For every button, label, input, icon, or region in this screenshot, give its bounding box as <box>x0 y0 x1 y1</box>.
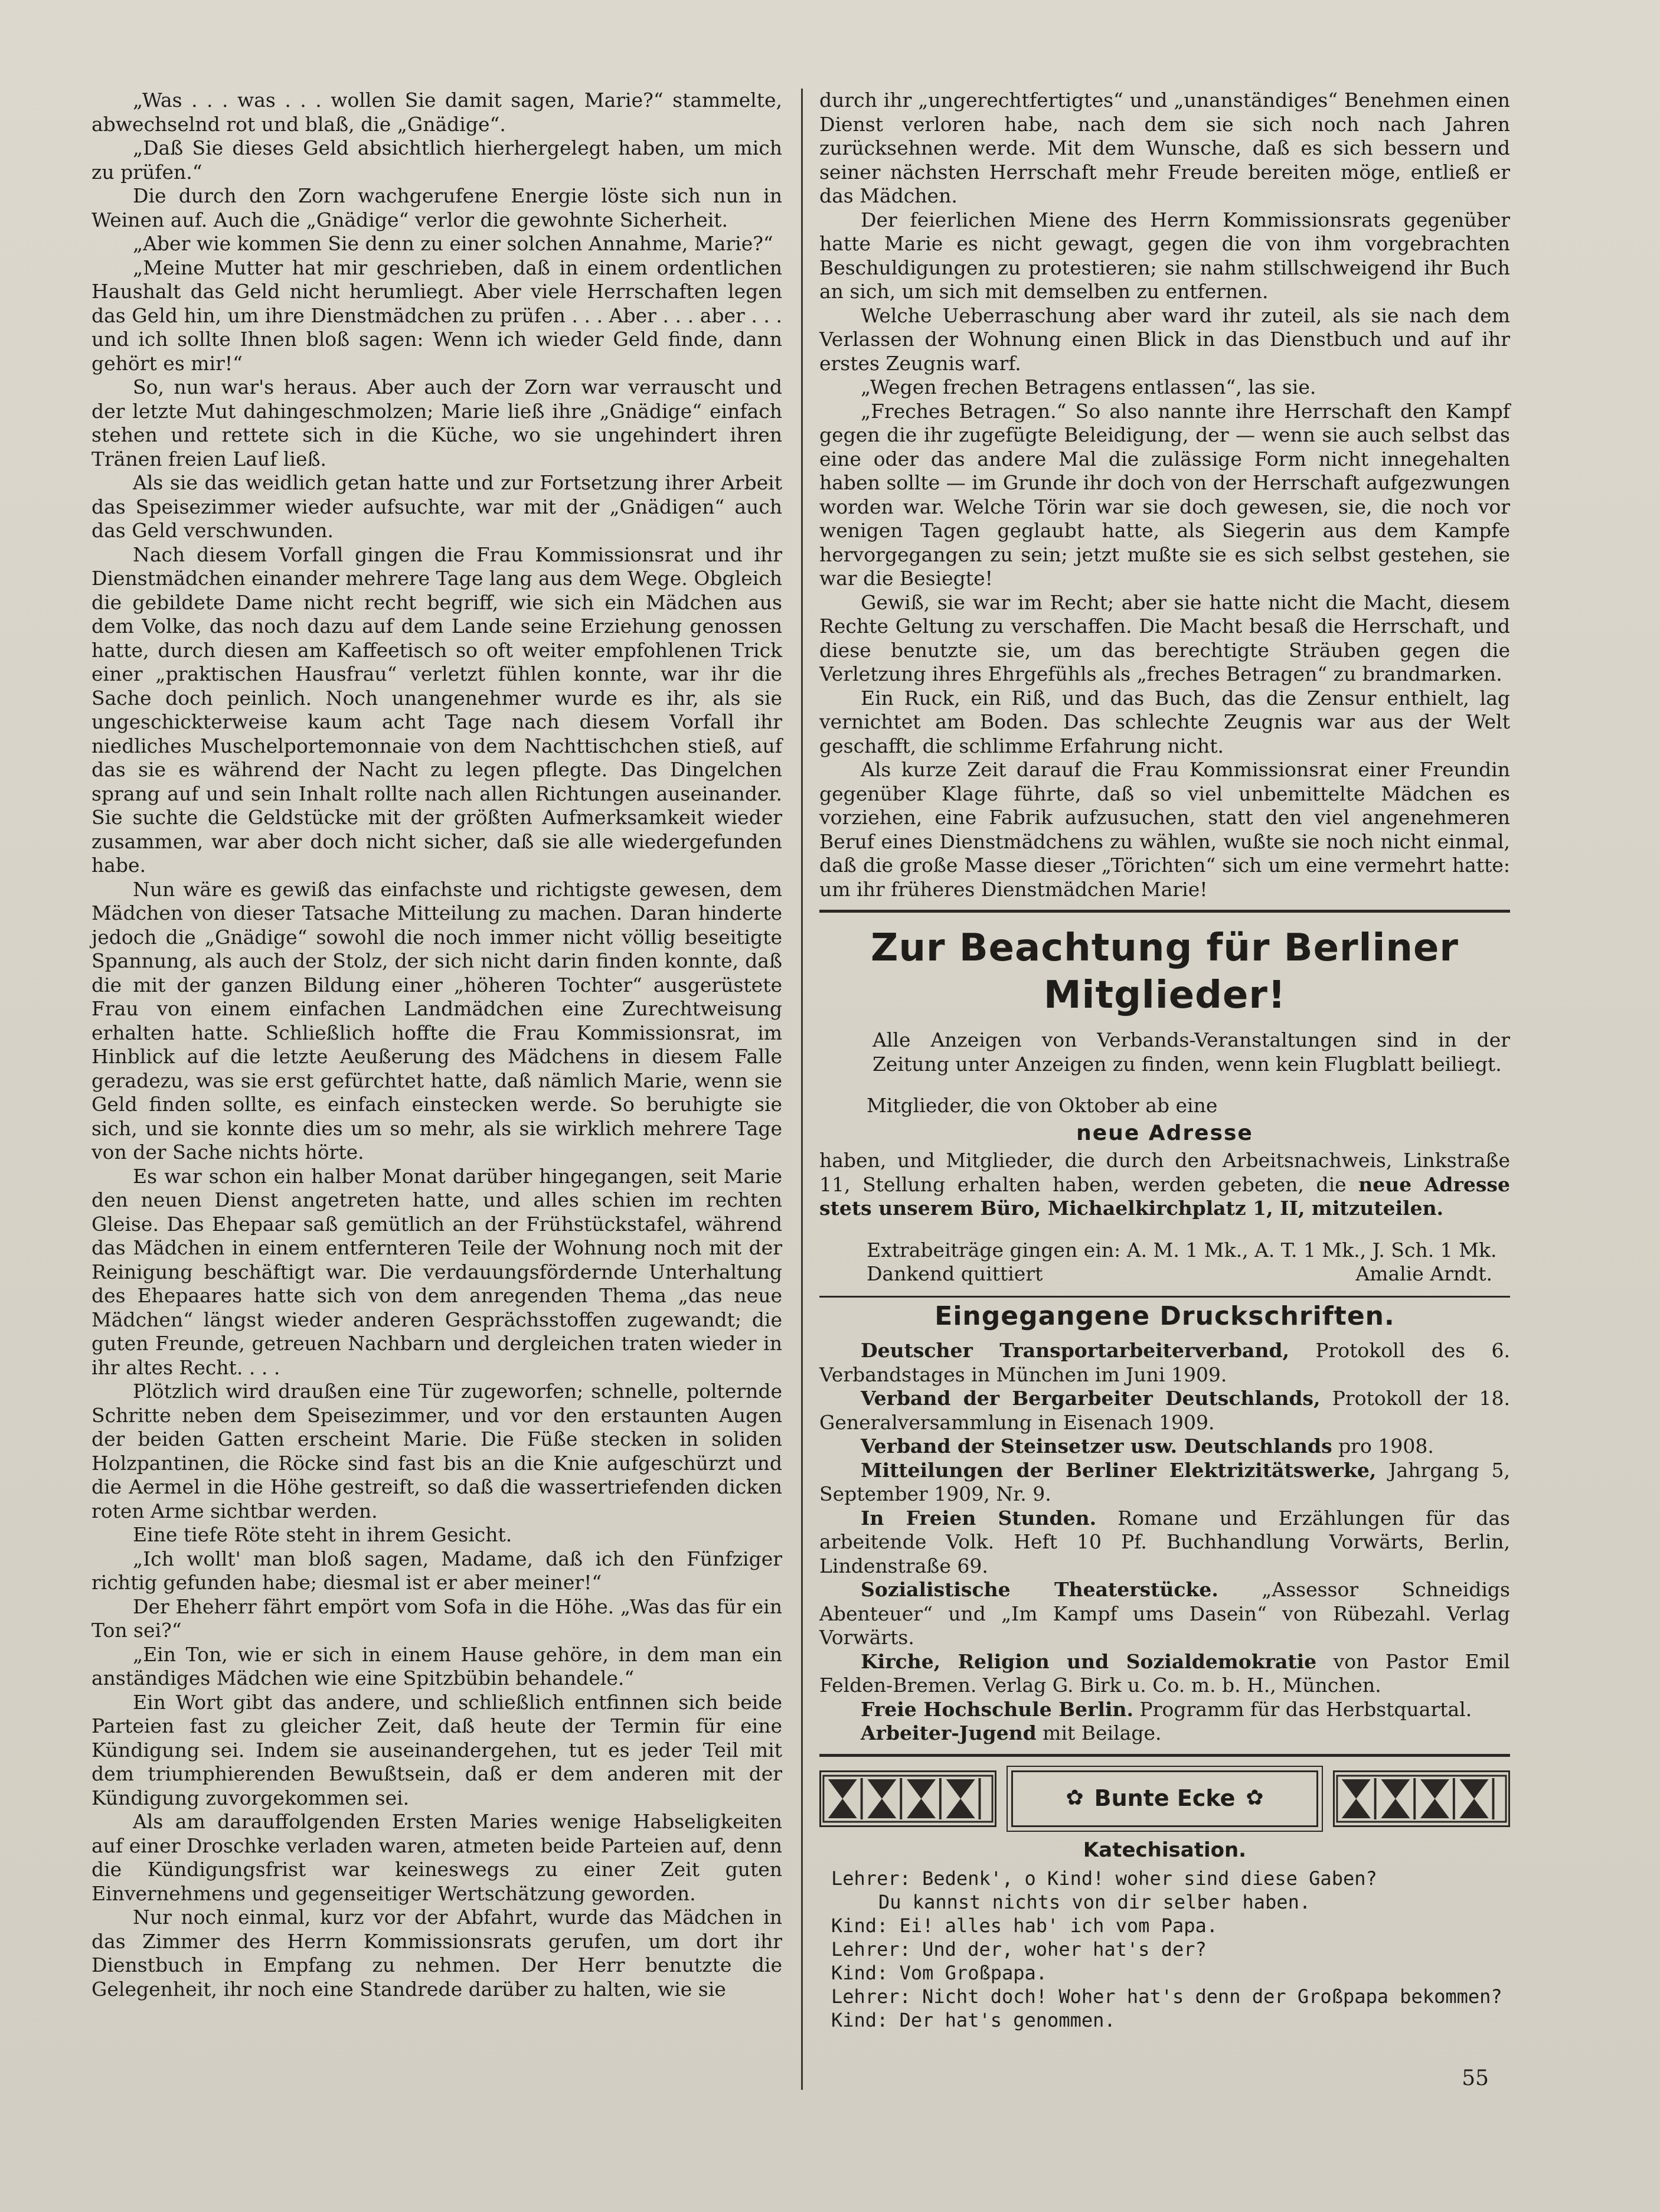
paragraph: durch ihr „ungerechtfertigtes“ und „unanständiges“ Benehmen einen Dienst verloren habe, nach dem sie sich noch nach Jahren zurücksehnen werde. Mit dem Wunsche, daß es sich bessern und seiner nächsten Herrschaft mehr Freude bereiten möge, entließ er das Mädchen. <box>819 89 1510 207</box>
right-column <box>819 89 1510 2032</box>
paragraph: „Daß Sie dieses Geld absichtlich hierhergelegt haben, um mich zu prüfen.“ <box>92 136 782 184</box>
paragraph: Es war schon ein halber Monat darüber hingegangen, seit Marie den neuen Dienst angetreten hatte, und alles schien im rechten Gleise. Das Ehepaar saß gemütlich an der Frühstückstafel, während das Mädchen in einem entfernteren Teile der Wohnung noch mit der Reinigung beschäftigt war. Die verdauungsfördernde Unterhaltung des Ehepaares hatte sich von dem anregenden Thema „das neue Mädchen“ längst wieder anderen Gesprächsstoffen zugewandt; die guten Freunde, getreuen Nachbarn und dergleichen traten wieder in ihr altes Recht. . . . <box>92 1164 782 1379</box>
notice-line: Mitglieder, die von Oktober ab eine <box>867 1094 1218 1117</box>
dialog-line: Kind: Der hat's genommen. <box>831 2009 1116 2031</box>
notice-body <box>819 1149 1510 1221</box>
paragraph: Der Eheherr fährt empört vom Sofa in die Höhe. „Was das für ein Ton sei?“ <box>92 1595 782 1642</box>
item-detail: pro 1908. <box>1332 1435 1434 1458</box>
paragraph: Welche Ueberraschung aber ward ihr zuteil, als sie nach dem Verlassen der Wohnung einen Blick in das Dienstbuch und auf ihr erstes Zeugnis warf. <box>819 303 1510 375</box>
item-name: Deutscher Transportarbeiterverband, <box>861 1339 1289 1362</box>
receipt-label: Dankend quittiert <box>867 1262 1043 1285</box>
dialog-line: Du kannst nichts von dir selber haben. <box>878 1891 1311 1913</box>
section-rule <box>819 910 1510 913</box>
notice-body-bold: neue Adresse stets unserem Büro, Michaelkirchplatz 1, II, mitzuteilen. <box>819 1172 1510 1220</box>
ornament-pattern-icon <box>821 1772 995 1825</box>
paragraph: „Ich wollt' man bloß sagen, Madame, daß ich den Fünfziger richtig gefunden habe; diesmal ist er aber meiner!“ <box>92 1547 782 1594</box>
paragraph: „Freches Betragen.“ So also nannte ihre Herrschaft den Kampf gegen die ihr zugefügte Beleidigung, der — wenn sie auch selbst das eine oder das andere Mal die zulässige Form nicht innegehalten haben sollte — im Grunde ihr doch von der Herrschaft aufgezwungen worden war. Welche Törin war sie doch gewesen, sie, die noch vor wenigen Tagen geglaubt hatte, als Siegerin aus dem Kampfe hervorgegangen zu sein; jetzt mußte sie es sich selbst gestehen, sie war die Besiegte! <box>819 399 1510 590</box>
item-detail: mit Beilage. <box>1036 1721 1162 1744</box>
item-detail: Romane und Erzählungen für das arbeitende Volk. Heft 10 Pf. Buchhandlung Vorwärts, Berlin, Lindenstraße 69. <box>819 1506 1510 1577</box>
item-detail: Programm für das Herbstquartal. <box>1133 1697 1472 1721</box>
list-item <box>819 1721 1510 1746</box>
bunte-ecke-box <box>1011 1770 1318 1827</box>
item-detail: Protokoll der 18. Generalversammlung in Eisenach 1909. <box>819 1387 1510 1434</box>
item-name: Freie Hochschule Berlin. <box>861 1697 1134 1721</box>
paragraph: Ein Ruck, ein Riß, und das Buch, das die Zensur enthielt, lag vernichtet am Boden. Das schlechte Zeugnis war aus der Welt geschafft, die schlimme Erfahrung nicht. <box>819 686 1510 757</box>
item-name: Verband der Steinsetzer usw. Deutschlands <box>861 1435 1332 1458</box>
paragraph: Die durch den Zorn wachgerufene Energie löste sich nun in Weinen auf. Auch die „Gnädige“ verlor die gewohnte Sicherheit. <box>92 184 782 231</box>
paragraph: Plötzlich wird draußen eine Tür zugeworfen; schnelle, polternde Schritte neben dem Speisezimmer, und vor den erstaunten Augen der beiden Gatten erscheint Marie. Die Füße stecken in soliden Holzpantinen, die Röcke sind fast bis an die Knie aufgeschürzt und die Aermel in die Höhe gestreift, so daß die wassertriefenden dicken roten Arme sichtbar werden. <box>92 1380 782 1522</box>
paragraph: Als am darauffolgenden Ersten Maries wenige Habseligkeiten auf einer Droschke verladen waren, atmeten beide Parteien auf, denn die Kündigungsfrist war keineswegs zu einer Zeit guten Einvernehmens und gegenseitiger Wertschätzung geworden. <box>92 1810 782 1905</box>
dialog-line: Lehrer: Bedenk', o Kind! woher sind diese Gaben? <box>831 1867 1377 1890</box>
item-detail: von Pastor Emil Felden-Bremen. Verlag G. Birk u. Co. m. b. H., München. <box>819 1649 1510 1697</box>
katechisation-title: Katechisation. <box>1083 1838 1247 1862</box>
list-item <box>819 1339 1510 1387</box>
item-detail: Jahrgang 5, September 1909, Nr. 9. <box>819 1458 1510 1505</box>
list-item <box>819 1435 1510 1459</box>
dialog-line: Kind: Vom Großpapa. <box>831 1962 1048 1984</box>
section-rule <box>819 1754 1510 1757</box>
section-rule <box>819 1296 1510 1298</box>
signature: Amalie Arndt. <box>1355 1262 1492 1285</box>
item-name: Arbeiter-Jugend <box>861 1721 1037 1744</box>
ornament-right <box>1333 1770 1510 1827</box>
paragraph: „Aber wie kommen Sie denn zu einer solchen Annahme, Marie?“ <box>133 232 773 255</box>
paragraph: Als sie das weidlich getan hatte und zur Fortsetzung ihrer Arbeit das Speisezimmer wieder aufsuchte, war mit der „Gnädigen“ auch das Geld verschwunden. <box>92 471 782 542</box>
flower-icon: ✿ <box>1066 1786 1084 1811</box>
item-name: Sozialistische Theaterstücke. <box>861 1578 1218 1601</box>
paragraph: Eine tiefe Röte steht in ihrem Gesicht. <box>133 1523 512 1546</box>
item-detail: Protokoll des 6. Verbandstages in München im Juni 1909. <box>819 1339 1510 1386</box>
paragraph: „Wegen frechen Betragens entlassen“, las sie. <box>861 375 1316 398</box>
notice-title: Zur Beachtung für Berliner Mitglieder! <box>871 926 1459 1017</box>
dialog-line: Lehrer: Und der, woher hat's der? <box>831 1938 1207 1961</box>
new-address-heading: neue Adresse <box>1076 1120 1253 1145</box>
paragraph: „Ein Ton, wie er sich in einem Hause gehöre, in dem man ein anständiges Mädchen wie eine Spitzbübin behandele.“ <box>92 1642 782 1690</box>
item-name: In Freien Stunden. <box>861 1506 1097 1530</box>
paragraph: „Was . . . was . . . wollen Sie damit sagen, Marie?“ stammelte, abwechselnd rot und blaß, die „Gnädige“. <box>92 89 782 136</box>
paragraph: Nach diesem Vorfall gingen die Frau Kommissionsrat und ihr Dienstmädchen einander mehrere Tage lang aus dem Wege. Obgleich die gebildete Dame nicht recht begriff, wie sich ein Mädchen aus dem Volke, das noch dazu auf dem Lande seine Erziehung genossen hatte, durch diesen am Kaffeetisch so oft weiter empfohlenen Trick einer „praktischen Hausfrau“ verletzt fühlen konnte, war ihr die Sache doch peinlich. Noch unangenehmer wurde es ihr, als sie ungeschickterweise kaum acht Tage nach diesem Vorfall ihr niedliches Muschelportemonnaie von dem Nachttischchen stieß, auf das sie es während der Nacht zu legen pflegte. Das Dingelchen sprang auf und sein Inhalt rollte nach allen Richtungen auseinander. Sie suchte die Geldstücke mit der größten Aufmerksamkeit wieder zusammen, war aber doch nicht sicher, daß sie alle wiedergefunden habe. <box>92 543 782 877</box>
publications-title: Eingegangene Druckschriften. <box>934 1301 1395 1331</box>
extra-contributions: Extrabeiträge gingen ein: A. M. 1 Mk., A. T. 1 Mk., J. Sch. 1 Mk. <box>867 1238 1497 1262</box>
dialog-line: Lehrer: Nicht doch! Woher hat's denn der Großpapa bekommen? <box>831 1985 1502 2008</box>
bunte-ecke-label: Bunte Ecke <box>1094 1785 1236 1812</box>
item-name: Mitteilungen der Berliner Elektrizitätswerke, <box>861 1458 1377 1482</box>
list-item <box>819 1507 1510 1579</box>
flower-icon: ✿ <box>1246 1786 1264 1811</box>
list-item <box>819 1459 1510 1507</box>
publications-list <box>819 1339 1510 1746</box>
page-number: 55 <box>1462 2066 1489 2090</box>
paragraph: Nun wäre es gewiß das einfachste und richtigste gewesen, dem Mädchen von dieser Tatsache Mitteilung zu machen. Daran hinderte jedoch die „Gnädige“ sowohl die noch immer nicht völlig beseitigte Spannung, als auch der Stolz, der sich nicht darin finden konnte, daß die mit der ganzen Bildung einer „höheren Tochter“ ausgerüstete Frau von einem einfachen Landmädchen eine Zurechtweisung erhalten hatte. Schließlich hoffte die Frau Kommissionsrat, im Hinblick auf die letzte Aeußerung des Mädchens in diesem Falle geradezu, was sie erst gefürchtet hatte, daß nämlich Marie, wenn sie Geld finden sollte, es einfach einstecken werde. So beruhigte sie sich, und sie konnte dies um so mehr, als sie wirklich mehrere Tage von der Sache nichts hörte. <box>92 877 782 1164</box>
bunte-ecke-header <box>819 1766 1510 1831</box>
paragraph: Als kurze Zeit darauf die Frau Kommissionsrat einer Freundin gegenüber Klage führte, daß so viel unbemittelte Mädchen es vorziehen, eine Fabrik aufzusuchen, statt den viel angenehmeren Beruf eines Dienstmädchens zu wählen, wußte sie noch nicht einmal, daß die große Masse dieser „Törichten“ sich um eine vermehrt hatte: um ihr früheres Dienstmädchen Marie! <box>819 758 1510 901</box>
notice-intro: Alle Anzeigen von Verbands-Veranstaltungen sind in der Zeitung unter Anzeigen zu finden, wenn kein Flugblatt beiliegt. <box>873 1028 1510 1076</box>
paragraph: Gewiß, sie war im Recht; aber sie hatte nicht die Macht, diesem Rechte Geltung zu verschaffen. Die Macht besaß die Herrschaft, und diese benutzte sie, um das berechtigte Sträuben gegen die Verletzung ihres Ehrgefühls als „freches Betragen“ zu brandmarken. <box>819 590 1510 685</box>
ornament-left <box>819 1770 996 1827</box>
item-name: Verband der Bergarbeiter Deutschlands, <box>861 1387 1321 1410</box>
member-notice <box>819 924 1510 1286</box>
column-divider <box>801 89 803 2090</box>
dialog-line: Kind: Ei! alles hab' ich vom Papa. <box>831 1914 1218 1937</box>
item-detail: „Assessor Schneidigs Abenteuer“ und „Im Kampf ums Dasein“ von Rübezahl. Verlag Vorwärts. <box>819 1578 1510 1649</box>
item-name: Kirche, Religion und Sozialdemokratie <box>861 1649 1317 1673</box>
receipt-row <box>819 1262 1510 1286</box>
paragraph: Der feierlichen Miene des Herrn Kommissionsrats gegenüber hatte Marie es nicht gewagt, gegen die von ihm vorgebrachten Beschuldigungen zu protestieren; sie nahm stillschweigend ihr Buch an sich, um sich mit demselben zu entfernen. <box>819 208 1510 303</box>
paragraph: „Meine Mutter hat mir geschrieben, daß in einem ordentlichen Haushalt das Geld nicht herumliegt. Aber viele Herrschaften legen das Geld hin, um ihre Dienstmädchen zu prüfen . . . Aber . . . aber . . . und ich sollte Ihnen bloß sagen: Wenn ich wieder Geld finde, dann gehört es mir!“ <box>92 256 782 375</box>
left-column <box>92 89 782 2001</box>
notice-body-text: haben, und Mitglieder, die durch den Arbeitsnachweis, Linkstraße 11, Stellung erhalten haben, werden gebeten, die <box>819 1149 1510 1196</box>
paragraph: Ein Wort gibt das andere, und schließlich entfinnen sich beide Parteien fast zu gleicher Zeit, daß heute der Termin für eine Kündigung sei. Indem sie auseinandergehen, tut es jeder Teil mit dem triumphierenden Bewußtsein, daß er dem anderen mit der Kündigung zuvorgekommen sei. <box>92 1690 782 1809</box>
ornament-pattern-icon <box>1335 1772 1508 1825</box>
list-item <box>819 1387 1510 1435</box>
paragraph: So, nun war's heraus. Aber auch der Zorn war verrauscht und der letzte Mut dahingeschmolzen; Marie ließ ihre „Gnädige“ einfach stehen und rettete sich in die Küche, wo sie ungehindert ihren Tränen freien Lauf ließ. <box>92 375 782 471</box>
paragraph: Nur noch einmal, kurz vor der Abfahrt, wurde das Mädchen in das Zimmer des Herrn Kommissionsrats gerufen, um dort ihr Dienstbuch in Empfang zu nehmen. Der Herr benutzte die Gelegenheit, ihr noch eine Standrede darüber zu halten, wie sie <box>92 1906 782 2001</box>
list-item <box>819 1578 1510 1650</box>
list-item <box>819 1650 1510 1698</box>
list-item <box>819 1698 1510 1722</box>
katechisation-dialog <box>819 1867 1510 2032</box>
